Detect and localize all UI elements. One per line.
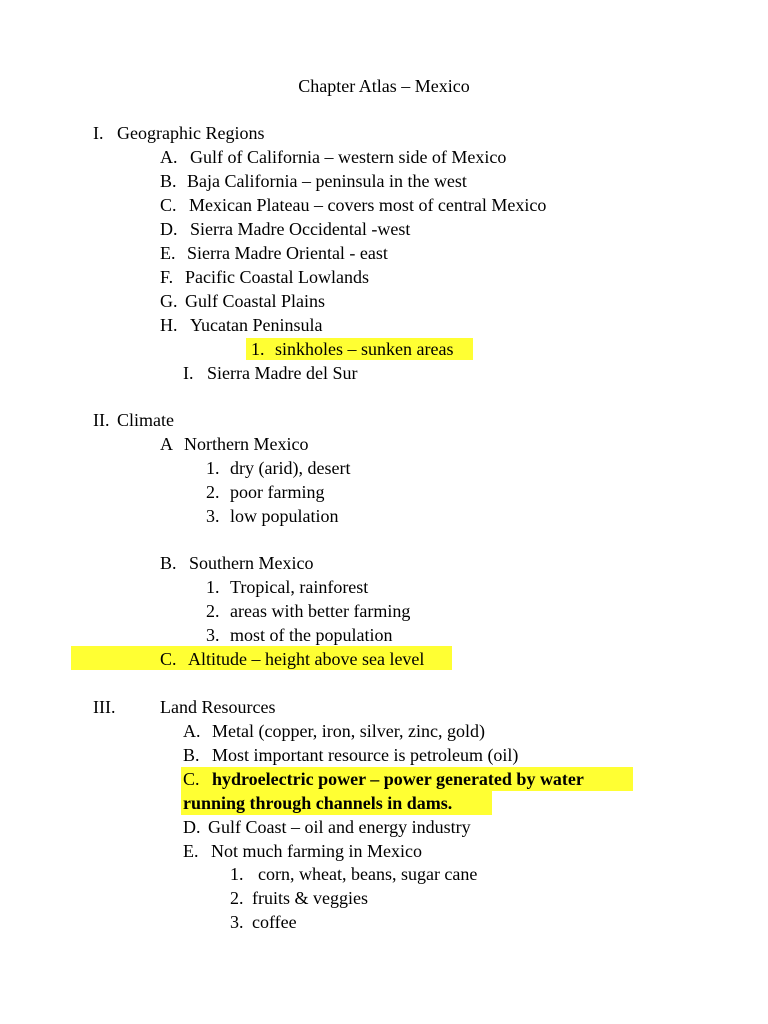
outline-marker: 2. bbox=[206, 601, 220, 621]
outline-marker: C. bbox=[183, 769, 200, 789]
outline-item: Baja California – peninsula in the west bbox=[187, 171, 467, 191]
outline-marker: A bbox=[160, 434, 173, 454]
section-numeral-i: I. bbox=[93, 123, 104, 143]
outline-item: Sierra Madre del Sur bbox=[207, 363, 358, 383]
outline-item: low population bbox=[230, 506, 339, 526]
outline-marker: B. bbox=[183, 745, 200, 765]
outline-marker: 1. bbox=[251, 339, 265, 359]
outline-marker: B. bbox=[160, 171, 177, 191]
outline-item: areas with better farming bbox=[230, 601, 411, 621]
outline-item: Yucatan Peninsula bbox=[190, 315, 323, 335]
outline-item: Gulf Coastal Plains bbox=[185, 291, 325, 311]
outline-marker: F. bbox=[160, 267, 174, 287]
outline-marker: C. bbox=[160, 195, 177, 215]
outline-marker: C. bbox=[160, 649, 177, 669]
outline-item-highlighted-bold: hydroelectric power – power generated by water bbox=[212, 769, 584, 789]
outline-marker: A. bbox=[183, 721, 201, 741]
outline-item: coffee bbox=[252, 912, 297, 932]
outline-item: Gulf Coast – oil and energy industry bbox=[208, 817, 471, 837]
outline-item: Metal (copper, iron, silver, zinc, gold) bbox=[212, 721, 485, 741]
section-numeral-iii: III. bbox=[93, 697, 116, 717]
outline-marker: H. bbox=[160, 315, 178, 335]
outline-marker: 3. bbox=[206, 625, 220, 645]
outline-item: most of the population bbox=[230, 625, 393, 645]
outline-marker: 3. bbox=[230, 912, 244, 932]
outline-item: Pacific Coastal Lowlands bbox=[185, 267, 369, 287]
outline-item: dry (arid), desert bbox=[230, 458, 351, 478]
page-title: Chapter Atlas – Mexico bbox=[298, 76, 470, 96]
outline-item-highlighted: sinkholes – sunken areas bbox=[275, 339, 454, 359]
outline-marker: D. bbox=[160, 219, 178, 239]
outline-marker: 1. bbox=[230, 864, 244, 884]
outline-marker: B. bbox=[160, 553, 177, 573]
outline-item: corn, wheat, beans, sugar cane bbox=[258, 864, 478, 884]
outline-marker: E. bbox=[160, 243, 176, 263]
outline-item: poor farming bbox=[230, 482, 325, 502]
outline-marker: 1. bbox=[206, 577, 220, 597]
outline-item: Tropical, rainforest bbox=[230, 577, 369, 597]
outline-marker: A. bbox=[160, 147, 178, 167]
outline-item: fruits & veggies bbox=[252, 888, 368, 908]
section-heading-climate: Climate bbox=[117, 410, 174, 430]
outline-item-highlighted: Altitude – height above sea level bbox=[188, 649, 425, 669]
outline-marker: I. bbox=[183, 363, 194, 383]
outline-marker: 2. bbox=[206, 482, 220, 502]
section-heading-land-resources: Land Resources bbox=[160, 697, 276, 717]
outline-marker: D. bbox=[183, 817, 201, 837]
outline-marker: 2. bbox=[230, 888, 244, 908]
outline-item-highlighted-bold: running through channels in dams. bbox=[183, 793, 453, 813]
outline-item: Sierra Madre Occidental -west bbox=[190, 219, 411, 239]
outline-marker: E. bbox=[183, 841, 199, 861]
section-numeral-ii: II. bbox=[93, 410, 110, 430]
outline-item: Sierra Madre Oriental - east bbox=[187, 243, 388, 263]
outline-marker: 3. bbox=[206, 506, 220, 526]
outline-item: Most important resource is petroleum (oil) bbox=[212, 745, 519, 765]
outline-item: Northern Mexico bbox=[184, 434, 309, 454]
outline-item: Mexican Plateau – covers most of central Mexico bbox=[189, 195, 547, 215]
outline-item: Gulf of California – western side of Mexico bbox=[190, 147, 507, 167]
section-heading-geographic-regions: Geographic Regions bbox=[117, 123, 265, 143]
outline-marker: G. bbox=[160, 291, 178, 311]
outline-marker: 1. bbox=[206, 458, 220, 478]
outline-item: Southern Mexico bbox=[189, 553, 314, 573]
outline-item: Not much farming in Mexico bbox=[211, 841, 422, 861]
